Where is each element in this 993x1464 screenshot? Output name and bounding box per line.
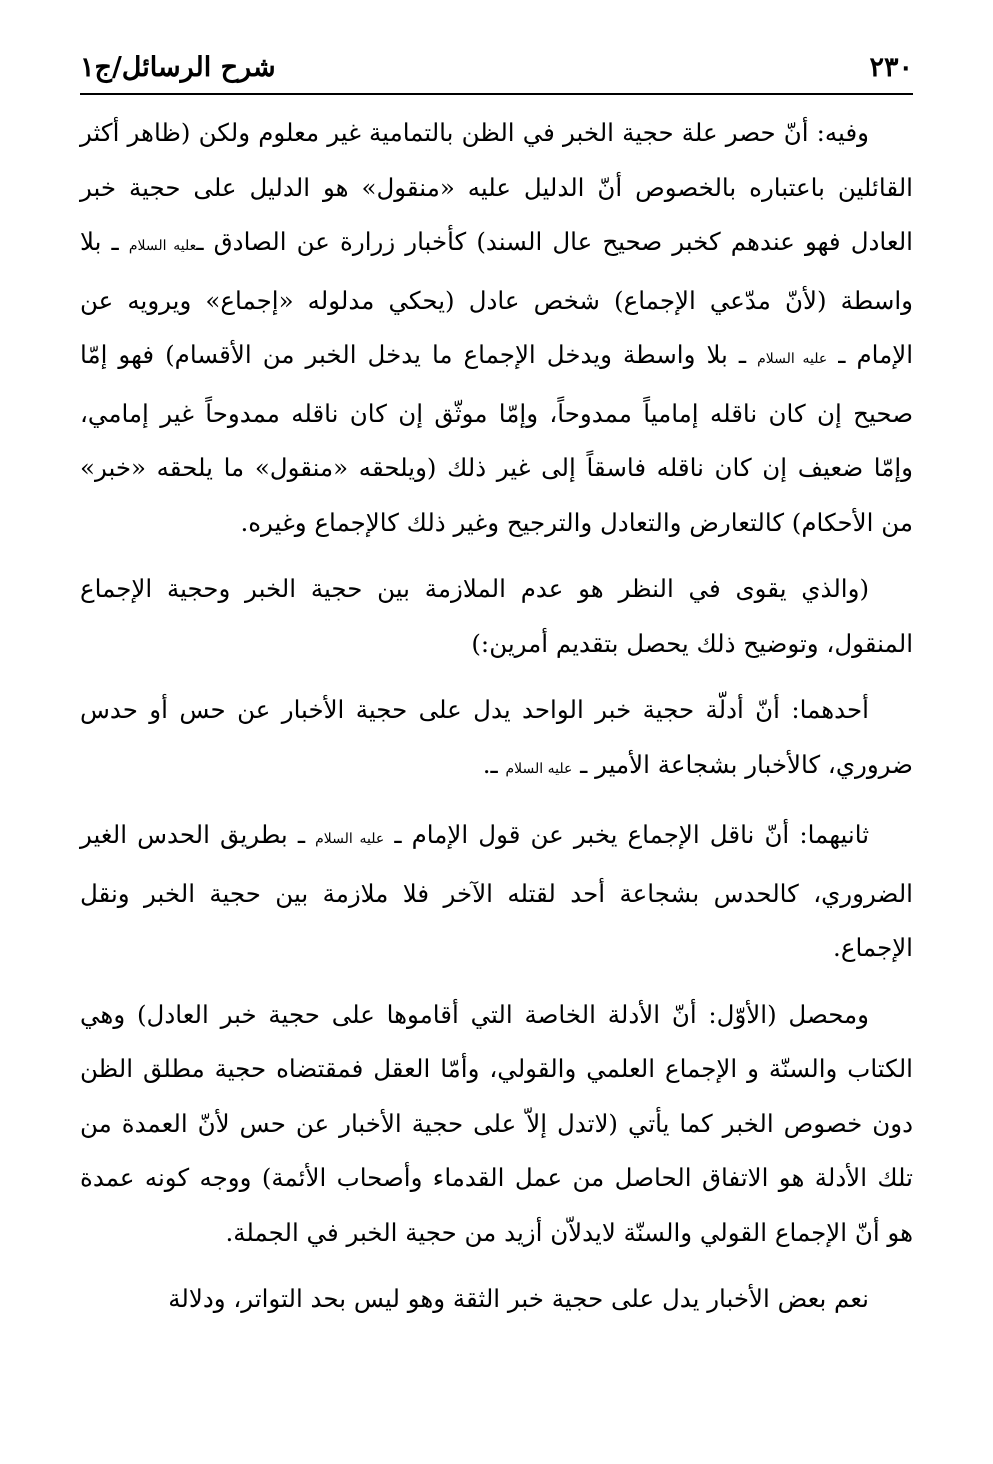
- text-run: أحدهما: أنّ أدلّة حجية خبر الواحد يدل على حجية الأخبار عن حس أو حدس ضروري، كالأخبار بشجاعة الأمير ـ: [80, 695, 913, 779]
- blessing-phrase: عليه السلام: [757, 351, 828, 367]
- paragraph-6: [80, 1272, 913, 1327]
- text-run: ـ بلا واسطة ويدخل الإجماع ما يدخل الخبر من الأقسام) فهو إمّا صحيح إن كان ناقله إمامياً ممدوحاً، وإمّا موثّق إن كان ناقله ممدوحاً غير إمامي، وإمّا ضعيف إن كان ناقله فاسقاً إلى غير ذلك (ويلحقه «منقول» ما يلحقه «خبر» من الأحكام) كالتعارض والتعادل والترجيح وغير ذلك كالإجماع وغيره.: [80, 340, 913, 537]
- text-run: نعم بعض الأخبار يدل على حجية خبر الثقة وهو ليس بحد التواتر، ودلالة: [168, 1284, 869, 1313]
- text-run: (والذي يقوى في النظر هو عدم الملازمة بين حجية الخبر وحجية الإجماع المنقول، وتوضيح ذلك يحصل بتقديم أمرين:): [80, 574, 913, 658]
- book-title: شرح الرسائل/ج١: [80, 51, 276, 83]
- blessing-phrase: عليه السلام: [505, 760, 573, 777]
- paragraph-5: [80, 988, 913, 1261]
- text-run: ـ بطريق الحدس الغير الضروري، كالحدس بشجاعة أحد لقتله الآخر فلا ملازمة بين حجية الخبر ونقل الإجماع.: [80, 820, 913, 962]
- text-run: ـ.: [482, 749, 506, 779]
- text-run: ـ بلا واسطة (لأنّ مدّعي الإجماع) شخص عادل (يحكي مدلوله «إجماع» ويرويه عن الإمام ـ: [80, 227, 913, 369]
- header-rule: [80, 93, 913, 95]
- body-text: [80, 106, 913, 1327]
- blessing-phrase: عليه السلام: [315, 831, 385, 847]
- text-run: وفيه: أنّ حصر علة حجية الخبر في الظن بالتمامية غير معلوم ولكن (ظاهر أكثر القائلين باعتباره بالخصوص أنّ الدليل عليه «منقول» هو الدليل على حجية خبر العادل فهو عندهم كخبر صحيح عال السند) كأخبار زرارة عن الصادق ـ: [80, 118, 913, 256]
- paragraph-1: [80, 106, 913, 550]
- blessing-phrase: عليه السلام: [128, 238, 197, 254]
- text-run: ومحصل (الأوّل: أنّ الأدلة الخاصة التي أقاموها على حجية خبر العادل) وهي الكتاب والسنّة و الإجماع العلمي والقولي، وأمّا العقل فمقتضاه حجية مطلق الظن دون خصوص الخبر كما يأتي (لاتدل إلاّ على حجية الأخبار عن حس لأنّ العمدة من تلك الأدلة هو الاتفاق الحاصل من عمل القدماء وأصحاب الأئمة) ووجه كونه عمدة هو أنّ الإجماع القولي والسنّة لايدلاّن أزيد من حجية الخبر في الجملة.: [80, 999, 913, 1247]
- paragraph-3: [80, 683, 913, 796]
- text-run: ثانيهما: أنّ ناقل الإجماع يخبر عن قول الإمام ـ: [384, 820, 870, 849]
- page-number: ٢٣٠: [869, 51, 913, 83]
- page-header: [80, 44, 913, 90]
- paragraph-2: [80, 562, 913, 671]
- paragraph-4: [80, 808, 913, 976]
